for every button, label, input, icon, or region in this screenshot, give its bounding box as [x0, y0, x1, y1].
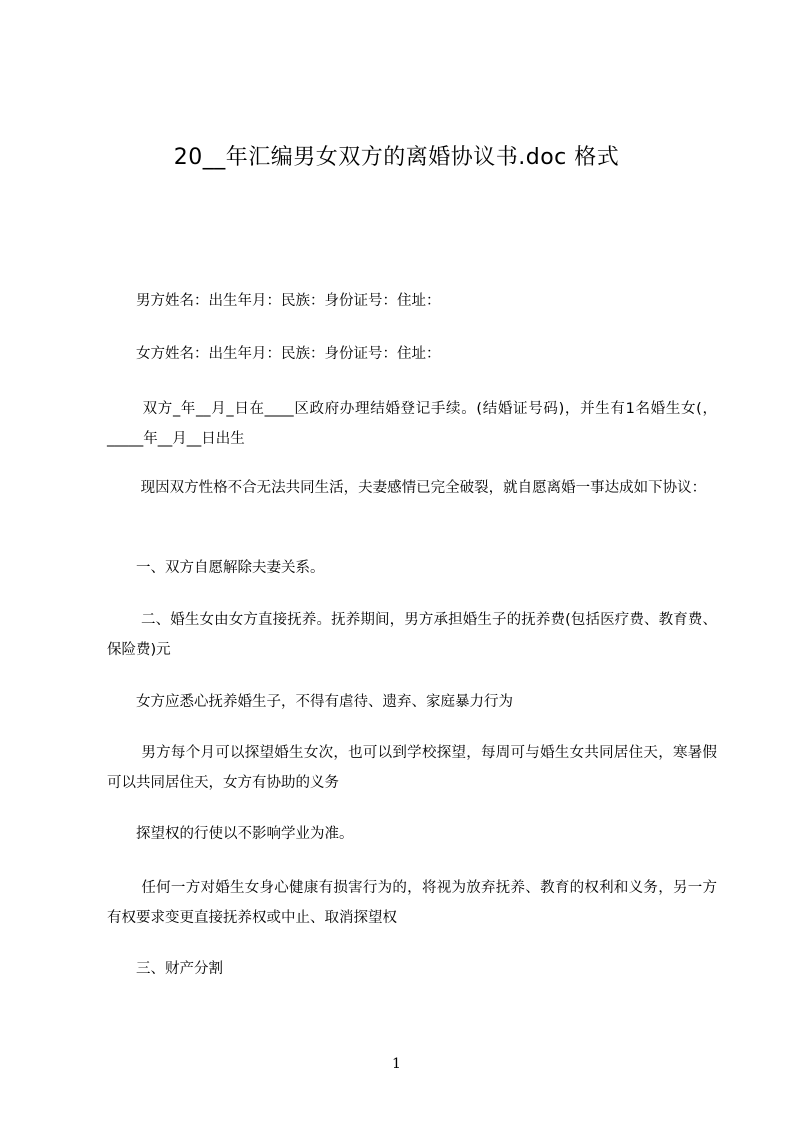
paragraph-marriage-registration: 双方_年__月_日在____区政府办理结婚登记手续。(结婚证号码)，并生有1名婚生女(，_____年__月__日出生 [107, 401, 717, 447]
paragraph-reason: 现因双方性格不合无法共同生活，夫妻感情已完全破裂，就自愿离婚一事达成如下协议： [107, 480, 707, 496]
paragraph-male-info: 男方姓名：出生年月：民族：身份证号：住址： [107, 293, 441, 309]
document-title: 20__年汇编男女双方的离婚协议书.doc 格式 [173, 145, 620, 170]
paragraph-harm-clause: 任何一方对婚生女身心健康有损害行为的，将视为放弃抚养、教育的权利和义务，另一方有权要求变更直接抚养权或中止、取消探望权 [107, 880, 717, 926]
paragraph-clause-3: 三、财产分割 [107, 961, 223, 977]
paragraph-clause-1: 一、双方自愿解除夫妻关系。 [107, 560, 325, 576]
paragraph-female-info: 女方姓名：出生年月：民族：身份证号：住址： [107, 346, 441, 362]
paragraph-visitation-limit: 探望权的行使以不影响学业为准。 [107, 826, 354, 842]
paragraph-care-duty: 女方应悉心抚养婚生子，不得有虐待、遗弃、家庭暴力行为 [107, 694, 513, 710]
page-number: 1 [392, 1056, 401, 1072]
paragraph-visitation: 男方每个月可以探望婚生女次，也可以到学校探望，每周可与婚生女共同居住天，寒暑假可以共同居住天，女方有协助的义务 [107, 745, 717, 791]
paragraph-clause-2: 二、婚生女由女方直接抚养。抚养期间，男方承担婚生子的抚养费(包括医疗费、教育费、保险费)元 [107, 612, 717, 658]
